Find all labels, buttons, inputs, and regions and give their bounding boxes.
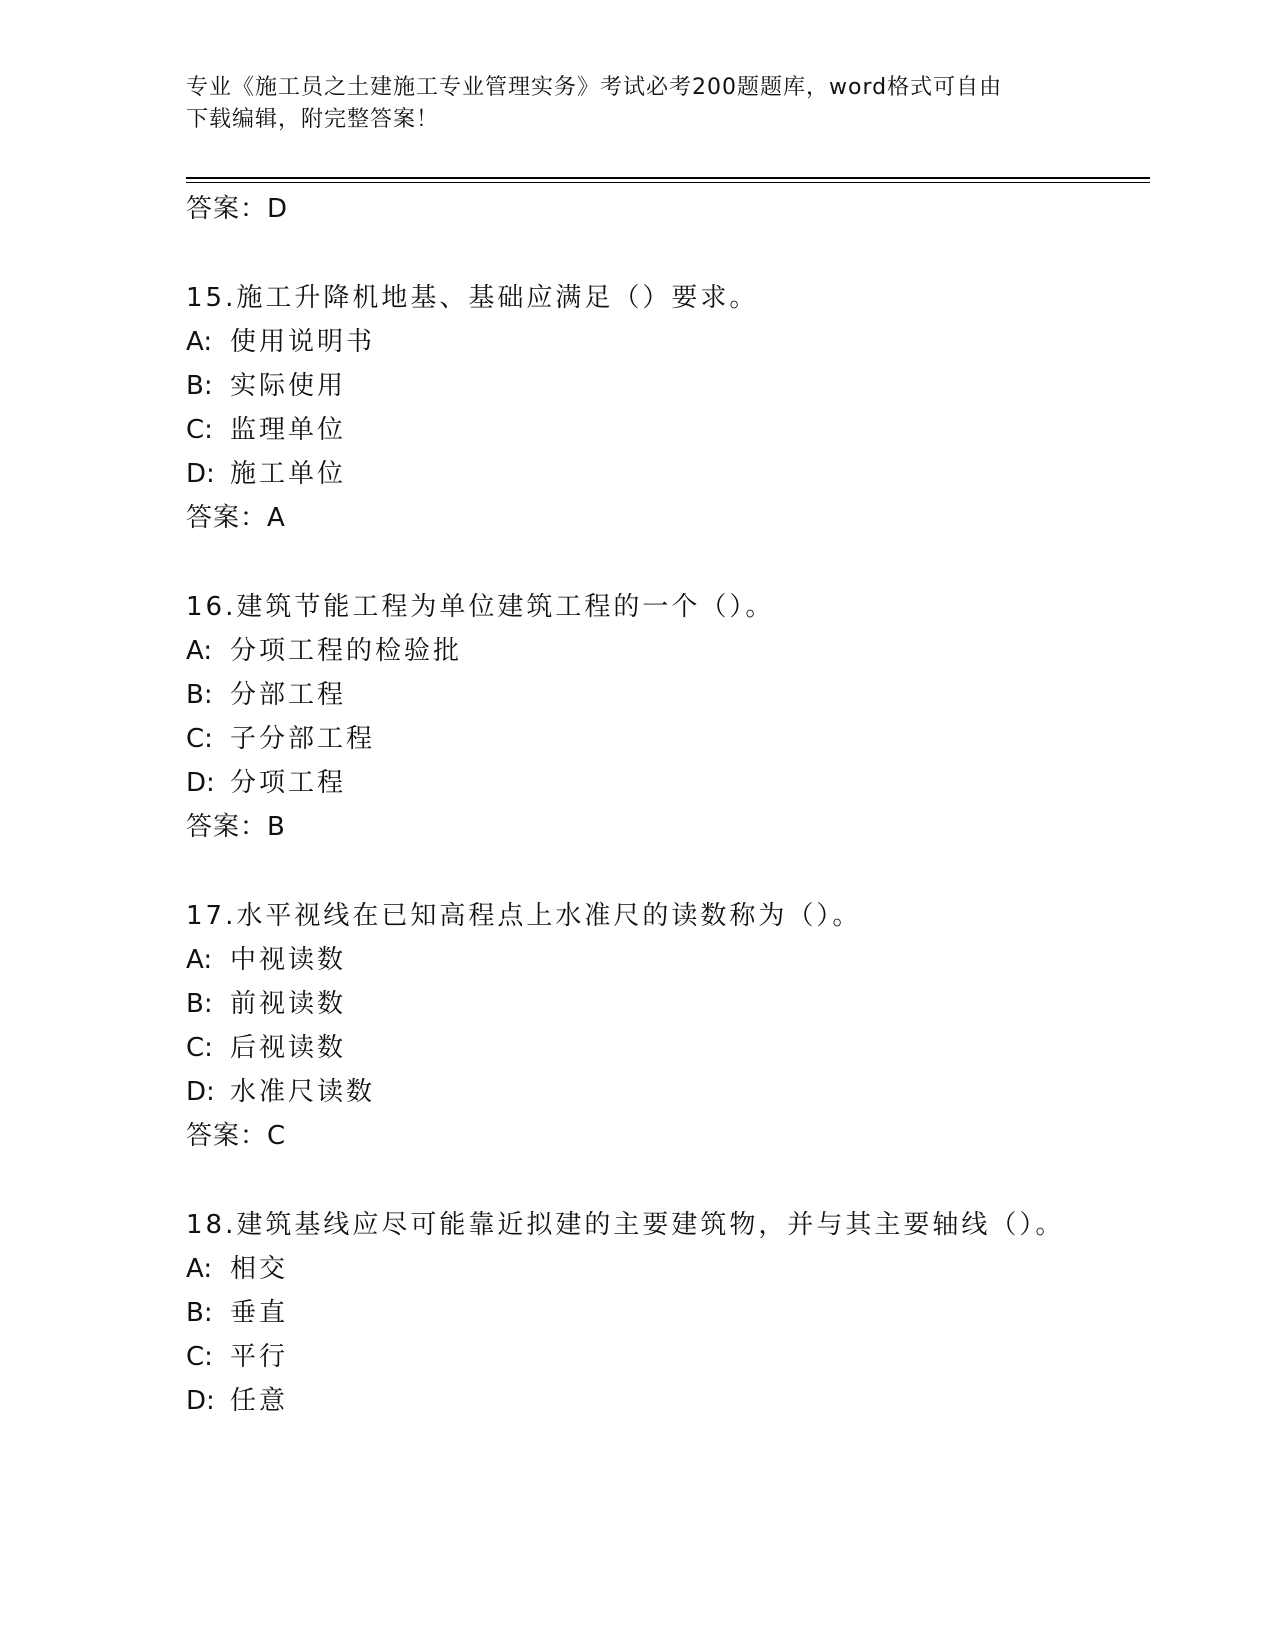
option-text: 相交: [230, 1254, 289, 1284]
header-rule-thick: [186, 177, 1150, 179]
option-text: 中视读数: [230, 945, 347, 975]
option-letter: D:: [186, 1077, 215, 1107]
option-letter: A:: [186, 945, 213, 975]
option-row: [186, 1340, 288, 1374]
document-header: [186, 72, 1066, 136]
option-row: [186, 369, 346, 403]
option-letter: C:: [186, 1033, 213, 1063]
option-row: [186, 413, 346, 447]
option-letter: D:: [186, 768, 215, 798]
question-stem: 16.建筑节能工程为单位建筑工程的一个（）。: [186, 592, 775, 622]
option-letter: A:: [186, 1254, 213, 1284]
option-text: 前视读数: [230, 989, 347, 1019]
header-rule-thin: [186, 182, 1150, 183]
option-text: 实际使用: [230, 371, 347, 401]
option-row: [186, 1296, 288, 1330]
option-text: 子分部工程: [230, 724, 376, 754]
option-text: 水准尺读数: [230, 1077, 376, 1107]
option-letter: C:: [186, 415, 213, 445]
option-letter: D:: [186, 459, 215, 489]
option-row: [186, 1075, 375, 1109]
option-letter: C:: [186, 724, 213, 754]
option-letter: B:: [186, 680, 213, 710]
question-stem: 17.水平视线在已知高程点上水准尺的读数称为（）。: [186, 901, 862, 931]
option-letter: A:: [186, 327, 213, 357]
option-text: 后视读数: [230, 1033, 347, 1063]
answer-line: 答案：A: [186, 503, 286, 533]
option-row: [186, 634, 462, 668]
answer-line: 答案：D: [186, 194, 289, 224]
header-line-1: 专业《施工员之土建施工专业管理实务》考试必考200题题库，word格式可自由: [186, 75, 1003, 100]
answer-line: 答案：B: [186, 812, 286, 842]
option-letter: D:: [186, 1386, 215, 1416]
option-row: [186, 987, 346, 1021]
option-text: 垂直: [230, 1298, 289, 1328]
option-letter: B:: [186, 1298, 213, 1328]
option-text: 施工单位: [230, 459, 347, 489]
header-line-2: 下载编辑，附完整答案！: [186, 107, 440, 132]
option-row: [186, 722, 375, 756]
option-letter: C:: [186, 1342, 213, 1372]
question-stem: 18.建筑基线应尽可能靠近拟建的主要建筑物，并与其主要轴线（）。: [186, 1210, 1065, 1240]
option-text: 分项工程的检验批: [230, 636, 463, 666]
option-letter: B:: [186, 371, 213, 401]
option-row: [186, 1031, 346, 1065]
option-row: [186, 766, 346, 800]
option-text: 使用说明书: [230, 327, 376, 357]
option-row: [186, 1384, 288, 1418]
option-text: 平行: [230, 1342, 289, 1372]
option-letter: B:: [186, 989, 213, 1019]
option-text: 任意: [230, 1386, 289, 1416]
question-stem: 15.施工升降机地基、基础应满足（）要求。: [186, 283, 759, 313]
option-row: [186, 943, 346, 977]
answer-line: 答案：C: [186, 1121, 287, 1151]
option-row: [186, 457, 346, 491]
option-row: [186, 325, 375, 359]
option-text: 分部工程: [230, 680, 347, 710]
option-text: 监理单位: [230, 415, 347, 445]
option-letter: A:: [186, 636, 213, 666]
option-row: [186, 1252, 288, 1286]
option-text: 分项工程: [230, 768, 347, 798]
option-row: [186, 678, 346, 712]
